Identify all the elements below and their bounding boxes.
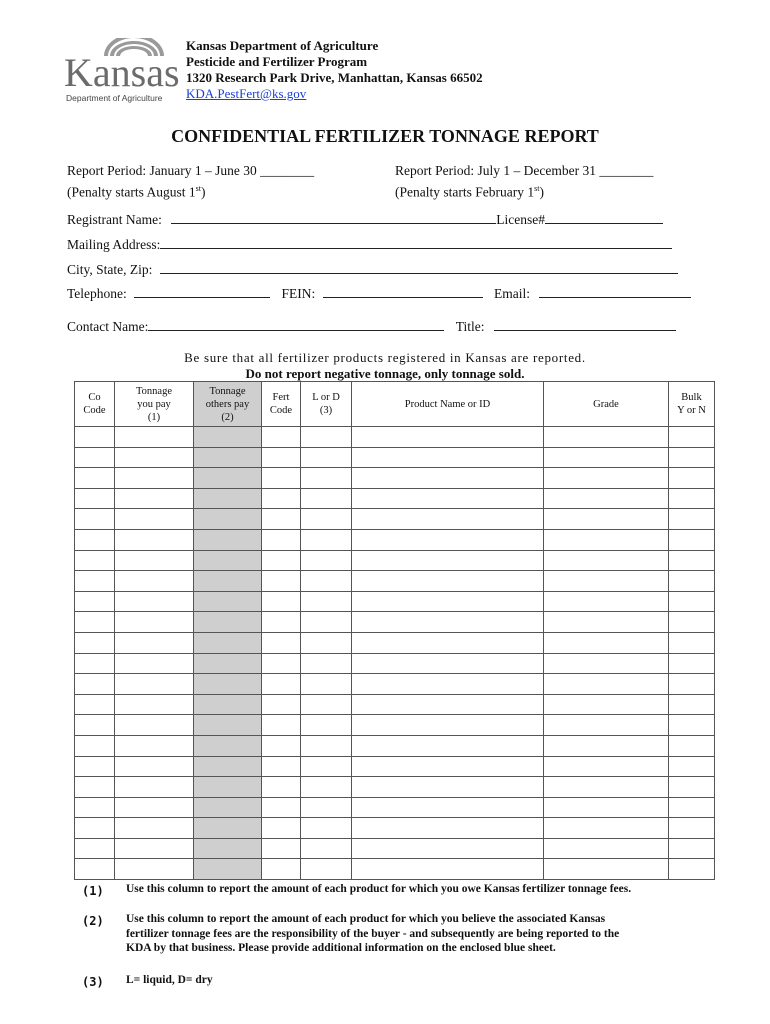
product-name-cell[interactable] [352, 529, 544, 550]
product-name-cell[interactable] [352, 735, 544, 756]
tonnage-others-pay-cell[interactable] [194, 447, 262, 468]
product-name-cell[interactable] [352, 427, 544, 448]
kansas-logo-graphic [64, 38, 180, 110]
table-row [75, 509, 715, 530]
contact-label: Contact Name: [67, 319, 149, 334]
fert-code-cell[interactable] [262, 818, 301, 839]
bulk-cell[interactable] [669, 777, 715, 798]
fert-code-cell[interactable] [262, 447, 301, 468]
mailing-label: Mailing Address: [67, 237, 161, 252]
header-fert-code: Fert Code [262, 382, 301, 427]
table-row [75, 756, 715, 777]
tonnage-others-pay-cell[interactable] [194, 735, 262, 756]
tonnage-others-pay-cell[interactable] [194, 427, 262, 448]
fert-code-cell[interactable] [262, 612, 301, 633]
telephone-label: Telephone: [67, 286, 127, 301]
bulk-cell[interactable] [669, 468, 715, 489]
org-name: Kansas Department of Agriculture [186, 38, 379, 53]
product-name-cell[interactable] [352, 859, 544, 880]
tonnage-others-pay-cell[interactable] [194, 859, 262, 880]
fert-code-cell[interactable] [262, 468, 301, 489]
fert-code-cell[interactable] [262, 715, 301, 736]
table-row [75, 859, 715, 880]
period-first-penalty: (Penalty starts August 1st) [67, 184, 206, 200]
co-code-cell[interactable] [75, 715, 115, 736]
tonnage-others-pay-cell[interactable] [194, 571, 262, 592]
l-or-d-cell[interactable] [301, 756, 352, 777]
tonnage-you-pay-cell[interactable] [115, 715, 194, 736]
tonnage-you-pay-cell[interactable] [115, 591, 194, 612]
table-row [75, 797, 715, 818]
bulk-cell[interactable] [669, 488, 715, 509]
product-name-cell[interactable] [352, 591, 544, 612]
l-or-d-cell[interactable] [301, 735, 352, 756]
grade-cell[interactable] [544, 715, 669, 736]
header-product-name: Product Name or ID [352, 382, 544, 427]
l-or-d-cell[interactable] [301, 838, 352, 859]
bulk-cell[interactable] [669, 571, 715, 592]
l-or-d-cell[interactable] [301, 612, 352, 633]
page-title: CONFIDENTIAL FERTILIZER TONNAGE REPORT [171, 126, 599, 146]
co-code-cell[interactable] [75, 735, 115, 756]
fert-code-cell[interactable] [262, 859, 301, 880]
tonnage-you-pay-cell[interactable] [115, 735, 194, 756]
grade-cell[interactable] [544, 653, 669, 674]
table-row [75, 674, 715, 695]
bulk-cell[interactable] [669, 653, 715, 674]
tonnage-you-pay-cell[interactable] [115, 550, 194, 571]
grade-cell[interactable] [544, 797, 669, 818]
l-or-d-cell[interactable] [301, 529, 352, 550]
header-tonnage-others-pay: Tonnage others pay (2) [194, 382, 262, 427]
fert-code-cell[interactable] [262, 571, 301, 592]
fein-field[interactable] [323, 285, 483, 298]
tonnage-table [74, 381, 715, 880]
table-row [75, 468, 715, 489]
footnote-2-text: Use this column to report the amount of each product for which you believe the associated Kansas fertilizer tonnage fees are the responsibility of the buyer - and subsequently are being reported to the KDA by that business. Please provide additional information on the enclosed blue sheet. [126, 913, 620, 955]
tonnage-others-pay-cell[interactable] [194, 488, 262, 509]
l-or-d-cell[interactable] [301, 591, 352, 612]
tonnage-others-pay-cell[interactable] [194, 694, 262, 715]
l-or-d-cell[interactable] [301, 859, 352, 880]
l-or-d-cell[interactable] [301, 550, 352, 571]
footnote-1-num: (1) [82, 884, 104, 898]
tonnage-others-pay-cell[interactable] [194, 818, 262, 839]
fert-code-cell[interactable] [262, 653, 301, 674]
period-first-label: Report Period: January 1 – June 30 ________ [67, 163, 315, 178]
bulk-cell[interactable] [669, 427, 715, 448]
tonnage-you-pay-cell[interactable] [115, 509, 194, 530]
footnote-3-num: (3) [82, 975, 104, 989]
email-field[interactable] [539, 285, 691, 298]
product-name-cell[interactable] [352, 818, 544, 839]
fert-code-cell[interactable] [262, 756, 301, 777]
l-or-d-cell[interactable] [301, 818, 352, 839]
tonnage-you-pay-cell[interactable] [115, 674, 194, 695]
kansas-logo [64, 38, 180, 110]
mailing-row [67, 236, 672, 254]
bulk-cell[interactable] [669, 715, 715, 736]
l-or-d-cell[interactable] [301, 694, 352, 715]
bulk-cell[interactable] [669, 838, 715, 859]
grade-cell[interactable] [544, 591, 669, 612]
tonnage-you-pay-cell[interactable] [115, 488, 194, 509]
product-name-cell[interactable] [352, 550, 544, 571]
tonnage-you-pay-cell[interactable] [115, 694, 194, 715]
tonnage-others-pay-cell[interactable] [194, 612, 262, 633]
contact-row [67, 318, 676, 336]
co-code-cell[interactable] [75, 777, 115, 798]
bulk-cell[interactable] [669, 674, 715, 695]
l-or-d-cell[interactable] [301, 653, 352, 674]
registrant-field[interactable] [171, 211, 496, 224]
period-first [67, 162, 314, 202]
co-code-cell[interactable] [75, 797, 115, 818]
table-row [75, 612, 715, 633]
grade-cell[interactable] [544, 571, 669, 592]
phone-row [67, 285, 691, 303]
fert-code-cell[interactable] [262, 529, 301, 550]
fert-code-cell[interactable] [262, 694, 301, 715]
tonnage-others-pay-cell[interactable] [194, 715, 262, 736]
bulk-cell[interactable] [669, 509, 715, 530]
logo-sub: Department of Agriculture [66, 93, 163, 103]
co-code-cell[interactable] [75, 447, 115, 468]
grade-cell[interactable] [544, 777, 669, 798]
tonnage-others-pay-cell[interactable] [194, 632, 262, 653]
grade-cell[interactable] [544, 550, 669, 571]
product-name-cell[interactable] [352, 488, 544, 509]
tonnage-you-pay-cell[interactable] [115, 632, 194, 653]
l-or-d-cell[interactable] [301, 571, 352, 592]
city-field[interactable] [160, 261, 678, 274]
tonnage-others-pay-cell[interactable] [194, 529, 262, 550]
grade-cell[interactable] [544, 838, 669, 859]
grade-cell[interactable] [544, 509, 669, 530]
period-second [395, 162, 653, 202]
city-row [67, 261, 678, 279]
license-field[interactable] [545, 211, 663, 224]
email-label: Email: [494, 286, 531, 301]
product-name-cell[interactable] [352, 777, 544, 798]
bulk-cell[interactable] [669, 735, 715, 756]
telephone-field[interactable] [134, 285, 270, 298]
table-row [75, 694, 715, 715]
co-code-cell[interactable] [75, 591, 115, 612]
tonnage-you-pay-cell[interactable] [115, 427, 194, 448]
co-code-cell[interactable] [75, 838, 115, 859]
co-code-cell[interactable] [75, 509, 115, 530]
product-name-cell[interactable] [352, 509, 544, 530]
co-code-cell[interactable] [75, 488, 115, 509]
l-or-d-cell[interactable] [301, 488, 352, 509]
mailing-field[interactable] [160, 236, 672, 249]
bulk-cell[interactable] [669, 529, 715, 550]
fert-code-cell[interactable] [262, 797, 301, 818]
tonnage-others-pay-cell[interactable] [194, 468, 262, 489]
tonnage-others-pay-cell[interactable] [194, 653, 262, 674]
table-row [75, 591, 715, 612]
footnote-3-text: L= liquid, D= dry [126, 974, 213, 986]
fert-code-cell[interactable] [262, 674, 301, 695]
notice-all-products: Be sure that all fertilizer products registered in Kansas are reported. [184, 350, 586, 365]
email-link[interactable]: KDA.PestFert@ks.gov [186, 86, 307, 101]
fert-code-cell[interactable] [262, 735, 301, 756]
tonnage-you-pay-cell[interactable] [115, 756, 194, 777]
product-name-cell[interactable] [352, 715, 544, 736]
tonnage-you-pay-cell[interactable] [115, 859, 194, 880]
bulk-cell[interactable] [669, 591, 715, 612]
tonnage-you-pay-cell[interactable] [115, 653, 194, 674]
tonnage-you-pay-cell[interactable] [115, 838, 194, 859]
l-or-d-cell[interactable] [301, 468, 352, 489]
footnote-1-text: Use this column to report the amount of each product for which you owe Kansas fertilizer tonnage fees. [126, 883, 632, 895]
grade-cell[interactable] [544, 859, 669, 880]
tonnage-others-pay-cell[interactable] [194, 838, 262, 859]
registrant-row [67, 211, 663, 229]
table-row [75, 529, 715, 550]
header-block [186, 38, 483, 102]
license-label: License# [496, 212, 545, 227]
grade-cell[interactable] [544, 818, 669, 839]
grade-cell[interactable] [544, 488, 669, 509]
table-row [75, 550, 715, 571]
table-row [75, 715, 715, 736]
co-code-cell[interactable] [75, 427, 115, 448]
address: 1320 Research Park Drive, Manhattan, Kansas 66502 [186, 70, 483, 85]
bulk-cell[interactable] [669, 550, 715, 571]
l-or-d-cell[interactable] [301, 674, 352, 695]
tonnage-you-pay-cell[interactable] [115, 529, 194, 550]
table-row [75, 653, 715, 674]
table-row [75, 838, 715, 859]
fert-code-cell[interactable] [262, 427, 301, 448]
fein-label: FEIN: [281, 286, 316, 301]
grade-cell[interactable] [544, 735, 669, 756]
tonnage-you-pay-cell[interactable] [115, 468, 194, 489]
title-label: Title: [455, 319, 485, 334]
co-code-cell[interactable] [75, 653, 115, 674]
header-tonnage-you-pay: Tonnage you pay (1) [115, 382, 194, 427]
product-name-cell[interactable] [352, 674, 544, 695]
grade-cell[interactable] [544, 632, 669, 653]
l-or-d-cell[interactable] [301, 447, 352, 468]
tonnage-you-pay-cell[interactable] [115, 612, 194, 633]
product-name-cell[interactable] [352, 653, 544, 674]
grade-cell[interactable] [544, 612, 669, 633]
co-code-cell[interactable] [75, 632, 115, 653]
bulk-cell[interactable] [669, 694, 715, 715]
bulk-cell[interactable] [669, 632, 715, 653]
header-bulk: Bulk Y or N [669, 382, 715, 427]
bulk-cell[interactable] [669, 818, 715, 839]
product-name-cell[interactable] [352, 447, 544, 468]
fert-code-cell[interactable] [262, 550, 301, 571]
tonnage-others-pay-cell[interactable] [194, 591, 262, 612]
table-row [75, 447, 715, 468]
bulk-cell[interactable] [669, 797, 715, 818]
product-name-cell[interactable] [352, 797, 544, 818]
table-row [75, 818, 715, 839]
tonnage-you-pay-cell[interactable] [115, 818, 194, 839]
co-code-cell[interactable] [75, 694, 115, 715]
grade-cell[interactable] [544, 529, 669, 550]
grade-cell[interactable] [544, 427, 669, 448]
tonnage-others-pay-cell[interactable] [194, 797, 262, 818]
tonnage-you-pay-cell[interactable] [115, 777, 194, 798]
grade-cell[interactable] [544, 447, 669, 468]
l-or-d-cell[interactable] [301, 797, 352, 818]
tonnage-you-pay-cell[interactable] [115, 797, 194, 818]
co-code-cell[interactable] [75, 756, 115, 777]
l-or-d-cell[interactable] [301, 777, 352, 798]
co-code-cell[interactable] [75, 571, 115, 592]
tonnage-others-pay-cell[interactable] [194, 777, 262, 798]
footnote-2-num: (2) [82, 914, 104, 928]
fert-code-cell[interactable] [262, 632, 301, 653]
tonnage-others-pay-cell[interactable] [194, 756, 262, 777]
table-row [75, 571, 715, 592]
co-code-cell[interactable] [75, 818, 115, 839]
co-code-cell[interactable] [75, 468, 115, 489]
fert-code-cell[interactable] [262, 838, 301, 859]
table-row [75, 632, 715, 653]
bulk-cell[interactable] [669, 612, 715, 633]
grade-cell[interactable] [544, 468, 669, 489]
co-code-cell[interactable] [75, 550, 115, 571]
program-name: Pesticide and Fertilizer Program [186, 54, 368, 69]
tonnage-you-pay-cell[interactable] [115, 571, 194, 592]
l-or-d-cell[interactable] [301, 632, 352, 653]
product-name-cell[interactable] [352, 756, 544, 777]
co-code-cell[interactable] [75, 859, 115, 880]
product-name-cell[interactable] [352, 838, 544, 859]
co-code-cell[interactable] [75, 674, 115, 695]
product-name-cell[interactable] [352, 468, 544, 489]
bulk-cell[interactable] [669, 859, 715, 880]
registrant-label: Registrant Name: [67, 212, 162, 227]
l-or-d-cell[interactable] [301, 427, 352, 448]
table-row [75, 488, 715, 509]
tonnage-others-pay-cell[interactable] [194, 550, 262, 571]
grade-cell[interactable] [544, 674, 669, 695]
logo-word: Kansas [64, 50, 180, 95]
grade-cell[interactable] [544, 694, 669, 715]
period-second-penalty: (Penalty starts February 1st) [395, 184, 544, 200]
fert-code-cell[interactable] [262, 488, 301, 509]
fert-code-cell[interactable] [262, 509, 301, 530]
product-name-cell[interactable] [352, 571, 544, 592]
period-second-label: Report Period: July 1 – December 31 ________ [395, 163, 654, 178]
header-co-code: Co Code [75, 382, 115, 427]
product-name-cell[interactable] [352, 612, 544, 633]
co-code-cell[interactable] [75, 612, 115, 633]
title-field[interactable] [494, 318, 676, 331]
notice-negative: Do not report negative tonnage, only tonnage sold. [245, 366, 525, 381]
header-l-or-d: L or D (3) [301, 382, 352, 427]
product-name-cell[interactable] [352, 632, 544, 653]
tonnage-you-pay-cell[interactable] [115, 447, 194, 468]
product-name-cell[interactable] [352, 694, 544, 715]
fert-code-cell[interactable] [262, 591, 301, 612]
bulk-cell[interactable] [669, 447, 715, 468]
header-grade: Grade [544, 382, 669, 427]
table-row [75, 427, 715, 448]
l-or-d-cell[interactable] [301, 715, 352, 736]
table-header-row [75, 382, 715, 427]
grade-cell[interactable] [544, 756, 669, 777]
tonnage-others-pay-cell[interactable] [194, 674, 262, 695]
fert-code-cell[interactable] [262, 777, 301, 798]
table-row [75, 777, 715, 798]
contact-field[interactable] [148, 318, 444, 331]
l-or-d-cell[interactable] [301, 509, 352, 530]
tonnage-others-pay-cell[interactable] [194, 509, 262, 530]
city-label: City, State, Zip: [67, 262, 153, 277]
table-row [75, 735, 715, 756]
co-code-cell[interactable] [75, 529, 115, 550]
bulk-cell[interactable] [669, 756, 715, 777]
